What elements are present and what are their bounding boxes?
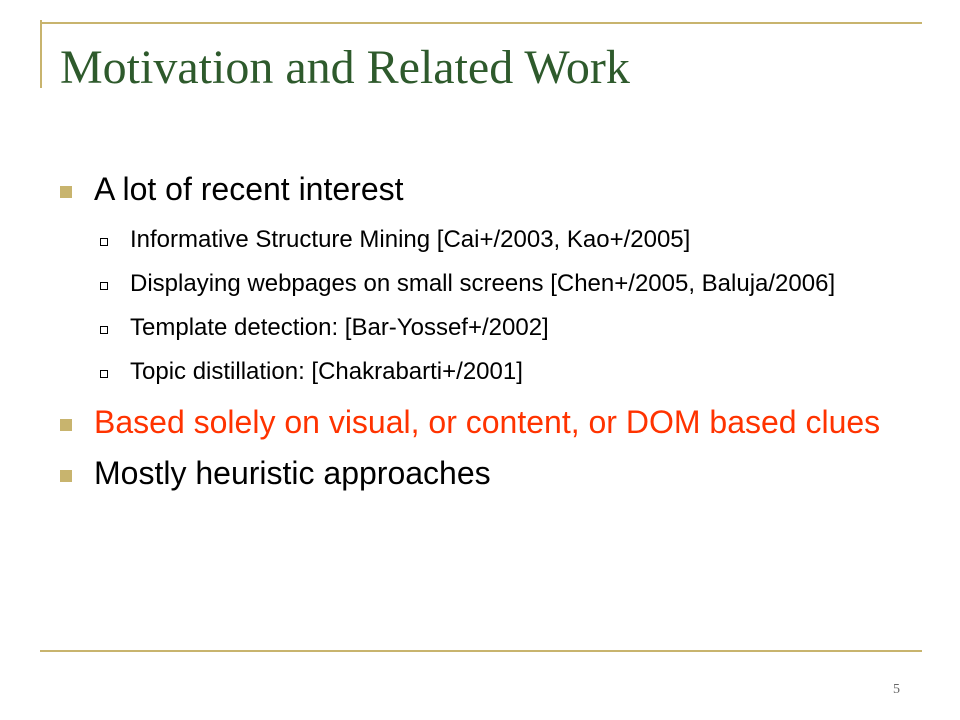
frame-top-line	[40, 22, 922, 24]
sub-bullet-item	[60, 269, 920, 298]
bullet-item	[60, 170, 920, 208]
slide-title: Motivation and Related Work	[60, 41, 630, 94]
bullet-item	[60, 454, 920, 492]
frame-vertical-line	[40, 20, 42, 88]
hollow-square-bullet-icon	[100, 282, 108, 290]
sub-bullet-item	[60, 357, 920, 386]
hollow-square-bullet-icon	[100, 370, 108, 378]
sub-bullet-text: Displaying webpages on small screens [Chen+/2005, Baluja/2006]	[130, 270, 836, 297]
bullet-text: Mostly heuristic approaches	[94, 455, 491, 491]
bullet-text: A lot of recent interest	[94, 171, 404, 207]
sub-bullet-text: Topic distillation: [Chakrabarti+/2001]	[130, 358, 523, 385]
sub-bullet-item	[60, 313, 920, 342]
sub-bullet-text: Template detection: [Bar-Yossef+/2002]	[130, 314, 549, 341]
frame-bottom-line	[40, 650, 922, 652]
square-bullet-icon	[60, 186, 72, 198]
slide-content	[60, 170, 920, 492]
page-number: 5	[893, 682, 900, 697]
hollow-square-bullet-icon	[100, 326, 108, 334]
square-bullet-icon	[60, 419, 72, 431]
square-bullet-icon	[60, 470, 72, 482]
hollow-square-bullet-icon	[100, 238, 108, 246]
sub-bullet-item	[60, 225, 920, 254]
bullet-text: Based solely on visual, or content, or DOM based clues	[94, 404, 881, 440]
sub-bullet-text: Informative Structure Mining [Cai+/2003, Kao+/2005]	[130, 226, 691, 253]
bullet-item-highlight	[60, 403, 920, 441]
